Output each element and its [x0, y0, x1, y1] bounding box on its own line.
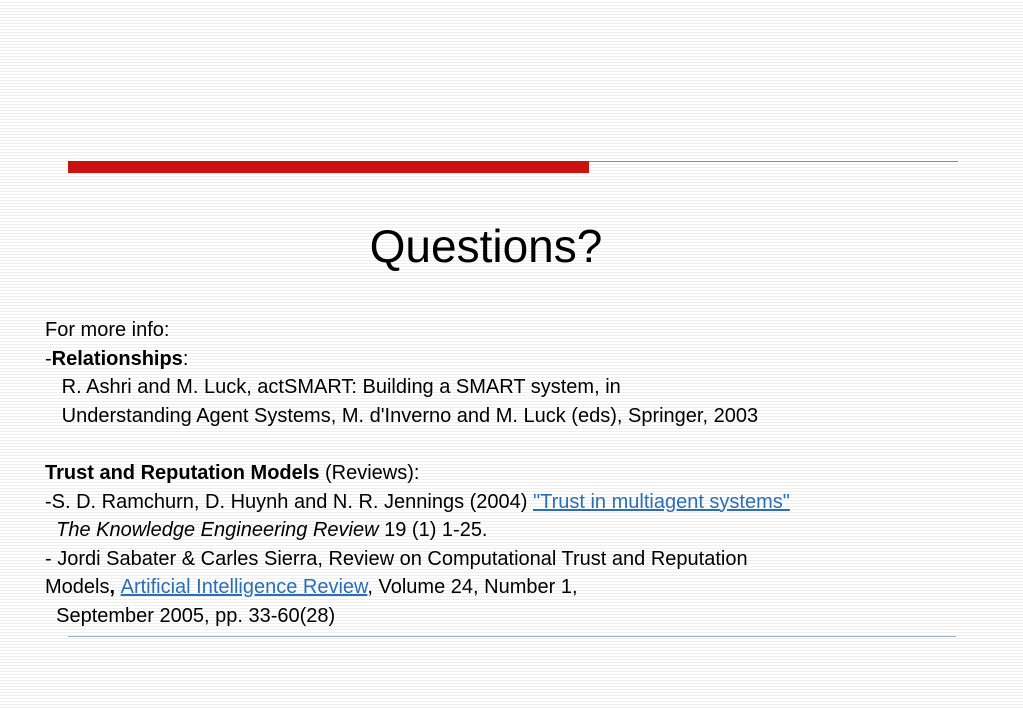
trust-heading-line: [45, 459, 1005, 488]
relationships-ref-line-1: [45, 373, 1005, 402]
blank-line: [45, 430, 1005, 459]
trust-ref2-models: Models: [45, 576, 110, 599]
relationships-ref-text-1: R. Ashri and M. Luck, actSMART: Building a SMART system, in: [61, 376, 621, 399]
relationships-dash: -: [45, 347, 52, 370]
relationships-colon: :: [182, 347, 189, 370]
trust-in-multiagent-systems-link[interactable]: "Trust in multiagent systems": [533, 490, 790, 513]
relationships-ref-text-2: Understanding Agent Systems, M. d'Inverno and M. Luck (eds), Springer, 2003: [61, 404, 759, 427]
trust-heading-suffix: (Reviews):: [319, 461, 420, 484]
top-red-bar: [68, 161, 589, 173]
slide-title: Questions?: [369, 220, 603, 272]
trust-ref1-journal: The Knowledge Engineering Review: [56, 519, 379, 542]
trust-ref2-line-2: [45, 573, 1005, 602]
trust-ref1-line: [45, 488, 1005, 517]
trust-heading: Trust and Reputation Models: [45, 461, 320, 484]
bottom-divider-line: [68, 636, 956, 637]
trust-ref2-text-1: - Jordi Sabater & Carles Sierra, Review on Computational Trust and Reputation: [45, 547, 748, 570]
trust-ref2-after-link: , Volume 24, Number 1,: [367, 576, 578, 599]
trust-ref1-details: 19 (1) 1-25.: [378, 519, 488, 542]
trust-ref2-text-3: September 2005, pp. 33-60(28): [56, 604, 336, 627]
intro-line: [45, 316, 1005, 345]
intro-text: For more info:: [45, 319, 170, 341]
artificial-intelligence-review-link[interactable]: Artificial Intelligence Review: [120, 576, 368, 599]
slide-body: [45, 316, 1005, 631]
trust-ref1-prefix: -S. D. Ramchurn, D. Huynh and N. R. Jennings (2004): [45, 490, 533, 513]
trust-ref2-line-3: [45, 602, 1005, 631]
trust-ref2-comma: ,: [109, 576, 116, 599]
relationships-line: [45, 345, 1005, 374]
trust-ref1-journal-line: [45, 516, 1005, 545]
trust-ref2-line-1: [45, 545, 1005, 574]
top-divider-line: [589, 161, 958, 162]
relationships-heading: Relationships: [51, 347, 183, 370]
relationships-ref-line-2: [45, 402, 1005, 431]
